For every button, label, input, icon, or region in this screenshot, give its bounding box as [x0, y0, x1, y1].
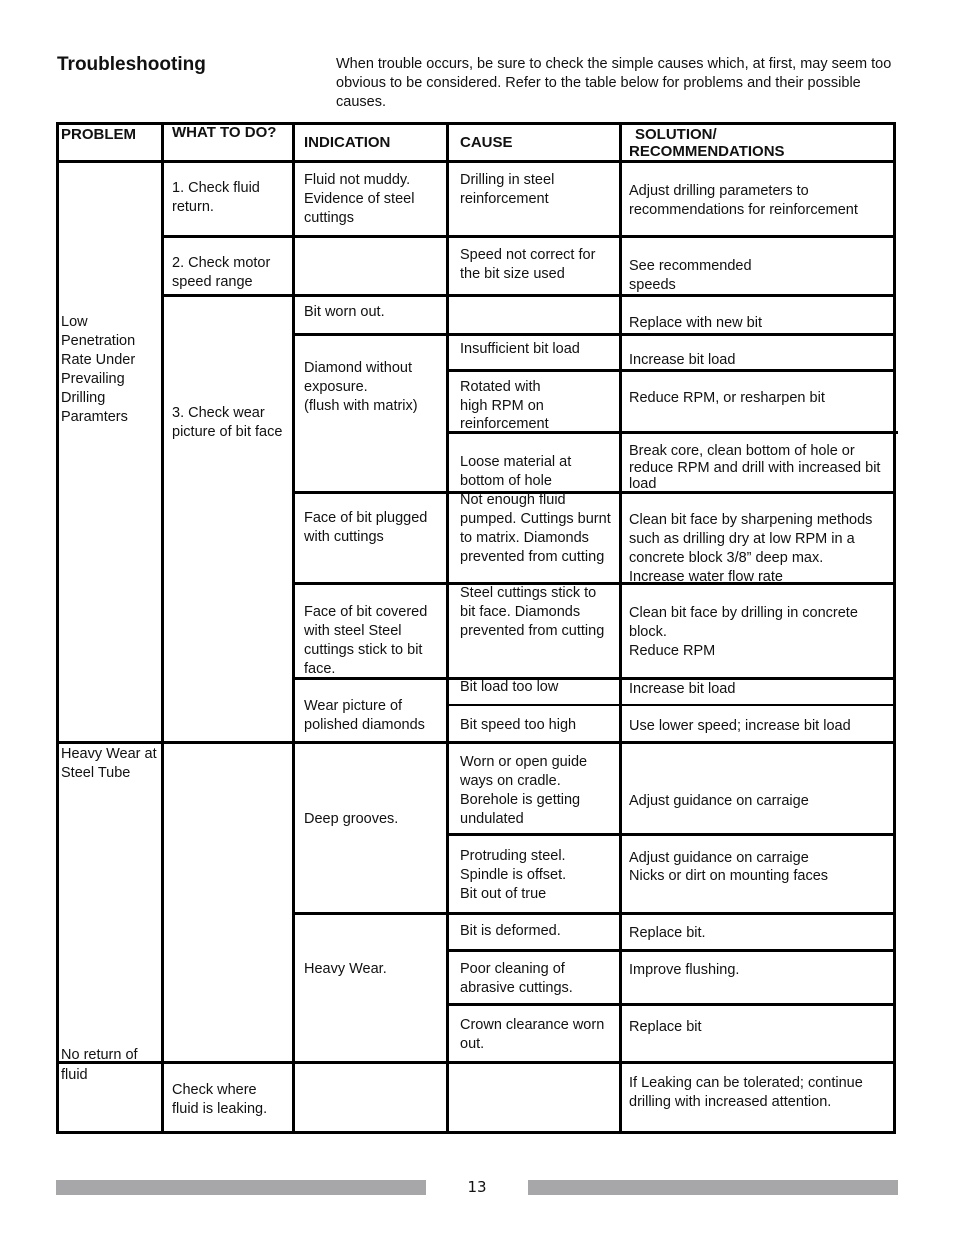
- cause-insufficient-load: Insufficient bit load: [460, 341, 580, 357]
- what-check-fluid: 1. Check fluid return.: [172, 180, 260, 215]
- cause-bit-speed-high: Bit speed too high: [460, 717, 577, 733]
- solution-adjust-drilling: Adjust drilling parameters to recommendations for reinforcement: [629, 183, 858, 218]
- solution-replace-bit-2: Replace bit: [629, 1019, 702, 1035]
- page-title: Troubleshooting: [57, 54, 206, 75]
- problem-no-return: No return of: [61, 1047, 138, 1063]
- solution-increase-load-1: Increase bit load: [629, 352, 736, 368]
- solution-break-core: Break core, clean bottom of hole or reduce RPM and drill with increased bit load: [629, 443, 881, 492]
- solution-lower-speed: Use lower speed; increase bit load: [629, 718, 851, 734]
- header-what-to-do: WHAT TO DO?: [172, 124, 277, 141]
- footer-bar-right: [528, 1180, 898, 1195]
- indication-heavy-wear: Heavy Wear.: [304, 961, 387, 977]
- cause-speed-not-correct: Speed not correct for the bit size used: [460, 247, 596, 282]
- problem-heavy-wear: Heavy Wear at Steel Tube: [61, 746, 157, 781]
- solution-adjust-guidance-2: Adjust guidance on carraige Nicks or dirt on mounting faces: [629, 850, 829, 884]
- indication-face-plugged: Face of bit plugged with cuttings: [304, 510, 428, 545]
- indication-diamond-exposure: Diamond without exposure. (flush with matrix): [304, 360, 418, 414]
- header-indication: INDICATION: [304, 134, 391, 151]
- problem-low-penetration: Low Penetration Rate Under Prevailing Drilling Paramters: [61, 314, 136, 425]
- solution-replace-new-bit: Replace with new bit: [629, 315, 762, 331]
- solution-replace-bit-1: Replace bit.: [629, 925, 706, 941]
- cause-loose-material: Loose material at bottom of hole: [460, 454, 572, 489]
- what-check-motor: 2. Check motor speed range: [172, 255, 271, 290]
- solution-clean-sharpen: Clean bit face by sharpening methods such as drilling dry at low RPM in a concrete block 3/8” deep max. Increase water flow rate: [629, 512, 873, 583]
- cause-worn-guide-ways: Worn or open guide ways on cradle. Borehole is getting undulated: [460, 754, 588, 827]
- indication-face-covered: Face of bit covered with steel Steel cuttings stick to bit face.: [304, 604, 428, 677]
- cause-high-rpm: Rotated with high RPM on reinforcement: [460, 379, 549, 432]
- intro-paragraph: When trouble occurs, be sure to check the simple causes which, at first, may seem too obvious to be considered. Refer to the table below for problems and their possible causes.: [336, 56, 892, 110]
- problem-no-return-fluid: fluid: [61, 1067, 88, 1083]
- solution-clean-concrete: Clean bit face by drilling in concrete block. Reduce RPM: [629, 605, 858, 659]
- cause-bit-load-low: Bit load too low: [460, 679, 559, 695]
- indication-bit-worn: Bit worn out.: [304, 304, 385, 320]
- what-check-leak: Check where fluid is leaking.: [172, 1082, 268, 1117]
- solution-reduce-rpm: Reduce RPM, or resharpen bit: [629, 390, 825, 406]
- cause-steel-cuttings: Steel cuttings stick to bit face. Diamonds prevented from cutting: [460, 585, 605, 639]
- indication-fluid-not-muddy: Fluid not muddy. Evidence of steel cuttings: [304, 172, 415, 226]
- cause-not-enough-fluid: Not enough fluid pumped. Cuttings burnt to matrix. Diamonds prevented from cutting: [460, 492, 611, 565]
- indication-polished: Wear picture of polished diamonds: [304, 698, 425, 733]
- cause-steel-reinforcement: Drilling in steel reinforcement: [460, 172, 555, 207]
- indication-deep-grooves: Deep grooves.: [304, 811, 399, 827]
- header-cause: CAUSE: [460, 134, 513, 151]
- header-solution: SOLUTION/ RECOMMENDATIONS: [629, 126, 785, 160]
- footer-bar-left: [56, 1180, 426, 1195]
- cause-protruding-steel: Protruding steel. Spindle is offset. Bit out of true: [460, 848, 567, 902]
- page-number: 13: [467, 1178, 487, 1196]
- solution-improve-flushing: Improve flushing.: [629, 962, 740, 978]
- header-problem: PROBLEM: [61, 126, 136, 143]
- cause-poor-cleaning: Poor cleaning of abrasive cuttings.: [460, 961, 573, 996]
- solution-adjust-guidance-1: Adjust guidance on carraige: [629, 793, 809, 809]
- solution-increase-load-2: Increase bit load: [629, 681, 736, 697]
- what-check-wear: 3. Check wear picture of bit face: [172, 405, 283, 440]
- cause-crown-clearance: Crown clearance worn out.: [460, 1017, 605, 1052]
- solution-leaking-tolerated: If Leaking can be tolerated; continue drilling with increased attention.: [629, 1075, 863, 1110]
- solution-recommended-speeds: See recommended speeds: [629, 258, 752, 293]
- cause-bit-deformed: Bit is deformed.: [460, 923, 561, 939]
